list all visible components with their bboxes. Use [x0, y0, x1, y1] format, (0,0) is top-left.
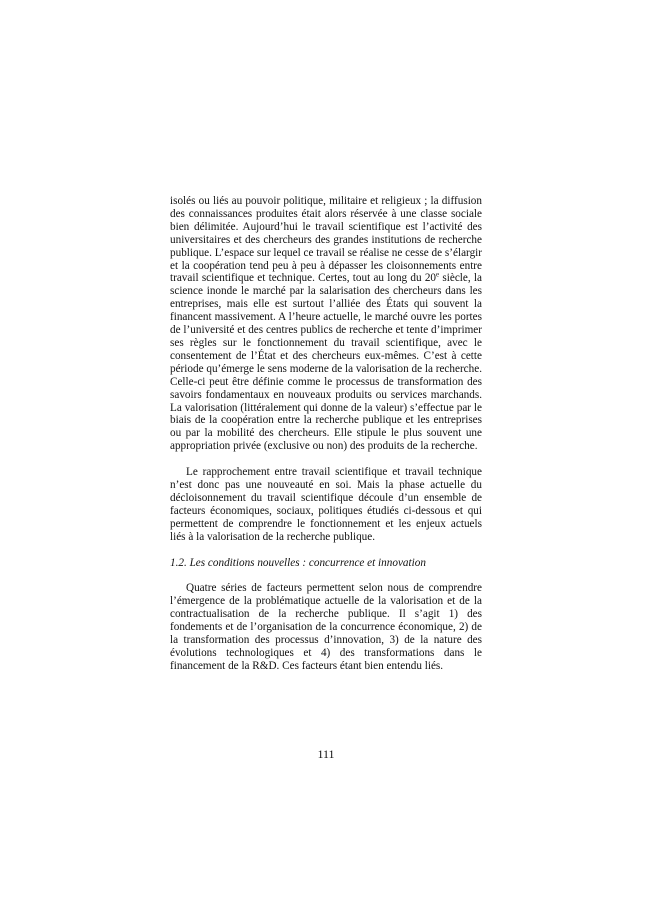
section-heading: 1.2. Les conditions nouvelles : concurrence et innovation: [170, 556, 426, 569]
paragraph-1-text-a: isolés ou liés au pouvoir politique, militaire et religieux ; la diffusion des connaissances produites était alors réservée à une classe sociale bien délimitée. Aujourd’hui le travail scientifique est l’activité des universitaires et des chercheurs des grandes institutions de recherche publique. L’espace sur lequel ce travail se réalise ne cesse de s’élargir et la coopération tend peu à peu à dépasser les cloisonnements entre travail scientifique et technique. Certes, tout au long du 20: [170, 195, 482, 285]
paragraph-3: Quatre séries de facteurs permettent selon nous de comprendre l’émergence de la problématique actuelle de la valorisation et de la contractualisation de la recherche publique. Il s’agit 1) des fondements et de l’organisation de la concurrence économique, 2) de la transformation des processus d’innovation, 3) de la nature des évolutions technologiques et 4) des transformations dans le financement de la R&D. Ces facteurs étant bien entendu liés.: [170, 582, 482, 672]
page-body: [170, 195, 482, 673]
page-number: 111: [317, 747, 335, 761]
century-superscript: e: [436, 270, 440, 279]
paragraph-1-text-b: siècle, la science inonde le marché par la salarisation des chercheurs dans les entreprises, mais elle est surtout l’alliée des États qui souvent la financent massivement. A l’heure actuelle, le marché ouvre les portes de l’université et des centres publics de recherche et tente d’imprimer ses règles sur le fonctionnement du travail scientifique, avec le consentement de l’État et des chercheurs eux-mêmes. C’est à cette période qu’émerge le sens moderne de la valorisation de la recherche. Celle-ci peut être définie comme le processus de transformation des savoirs fondamentaux en nouveaux produits ou services marchands. La valorisation (littéralement qui donne de la valeur) s’effectue par le biais de la coopération entre la recherche publique et les entreprises ou par la mobilité des chercheurs. Elle stipule le plus souvent une appropriation privée (exclusive ou non) des produits de la recherche.: [170, 272, 482, 453]
paragraph-1: [170, 195, 482, 453]
paragraph-2: Le rapprochement entre travail scientifique et travail technique n’est donc pas une nouveauté en soi. Mais la phase actuelle du décloisonnement du travail scientifique découle d’un ensemble de facteurs économiques, sociaux, politiques étudiés ci-dessous et qui permettent de comprendre le fonctionnement et les enjeux actuels liés à la valorisation de la recherche publique.: [170, 466, 482, 543]
